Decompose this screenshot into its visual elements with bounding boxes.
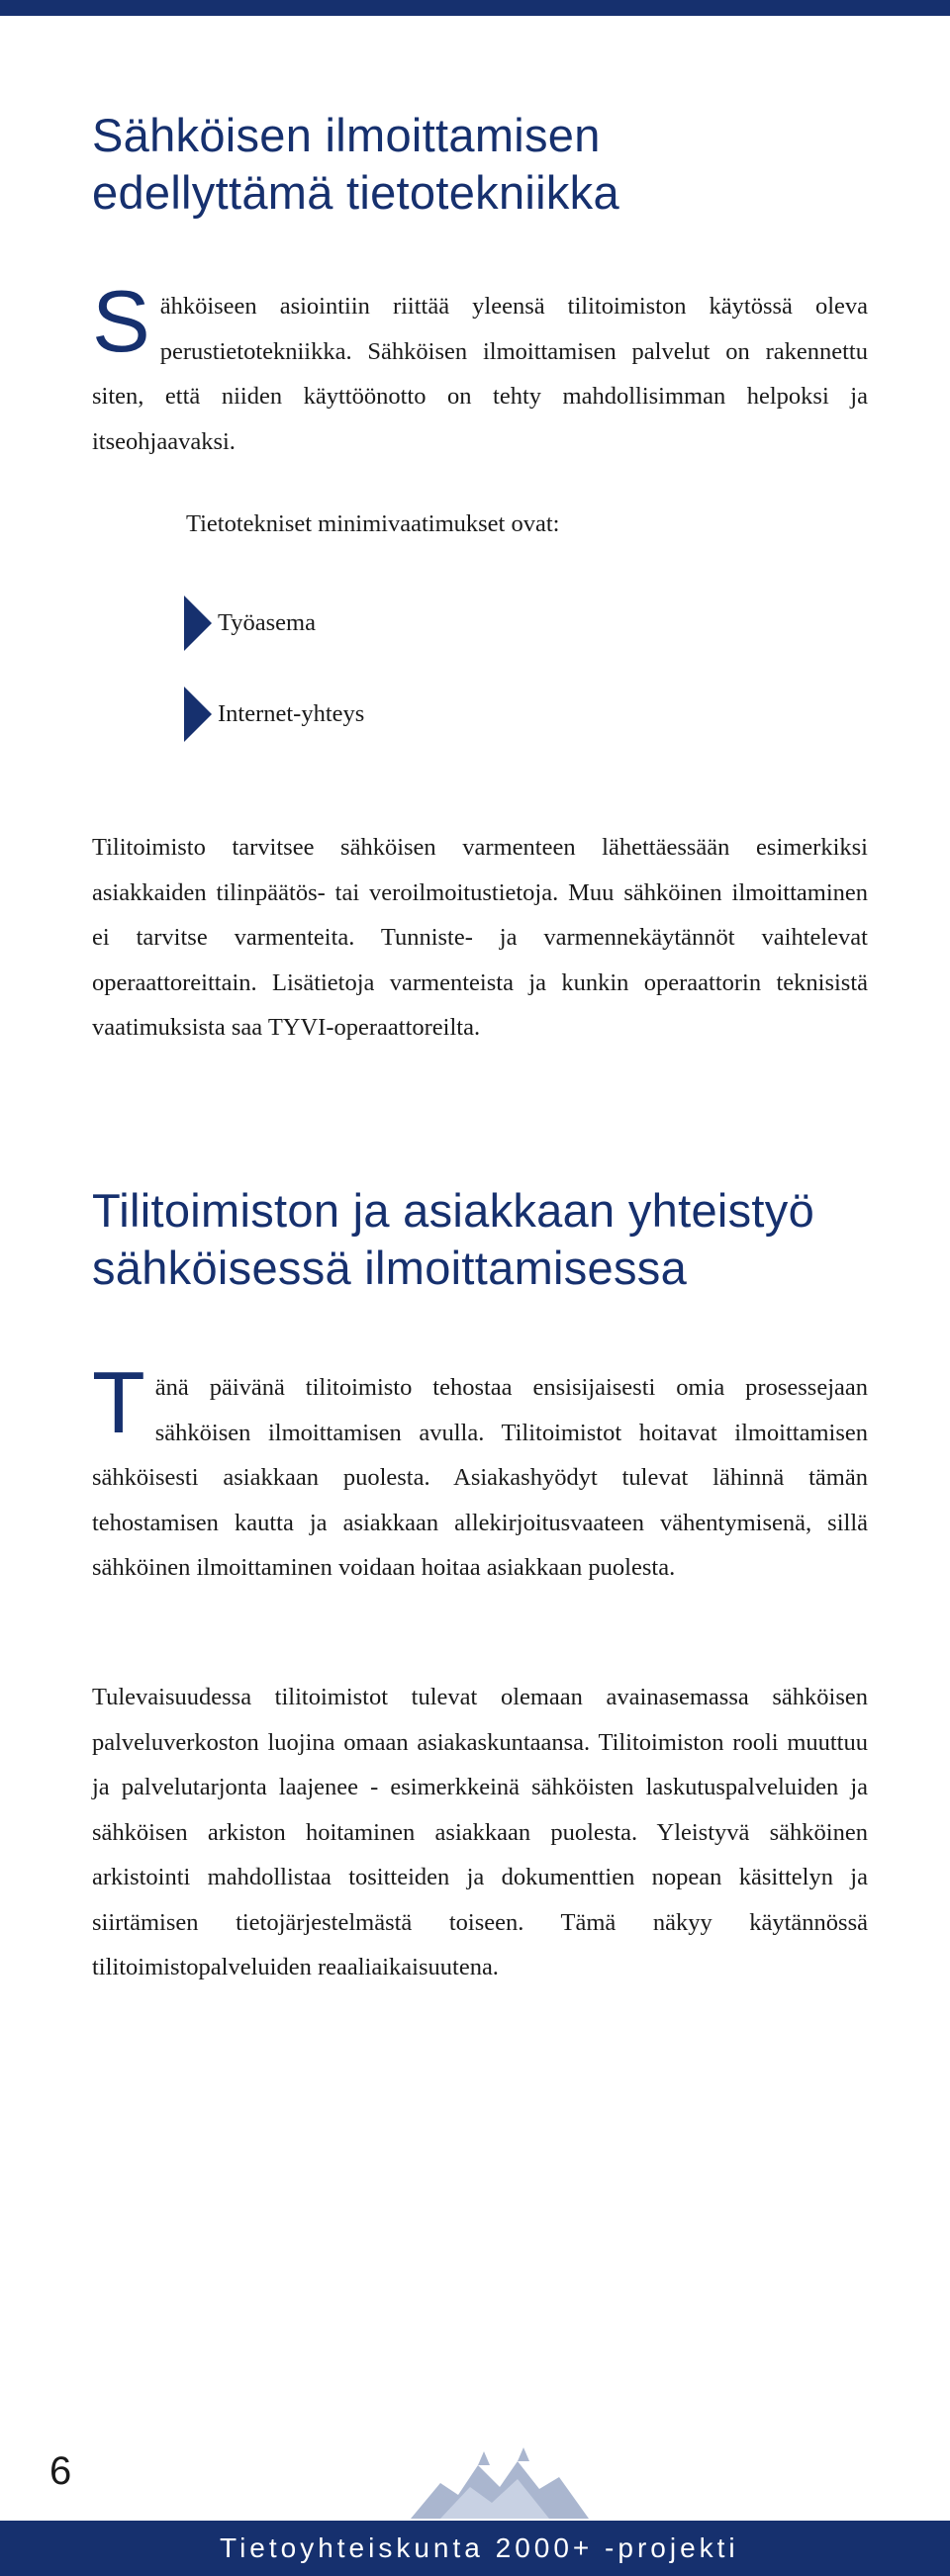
requirement-label: Työasema (218, 609, 316, 636)
top-bar (0, 0, 950, 16)
dropcap-t: T (92, 1353, 145, 1451)
section2-title (92, 1182, 814, 1297)
section1-intro-text: ähköiseen asiointiin riittää yleensä tilitoimiston käytössä oleva perustietotekniikka. Sähköisen ilmoittamisen palvelut on rakennettu siten, että niiden käyttöönotto on tehty mahdollisimman helpoksi ja itseohjaavaksi. (92, 293, 868, 455)
section1-title (92, 107, 619, 222)
section1-intro-paragraph (92, 272, 868, 464)
section2-paragraph1 (92, 1353, 868, 1591)
section1-title-line1: Sähköisen ilmoittamisen (92, 109, 601, 161)
footer-bar (0, 2521, 950, 2576)
section1-title-line2: edellyttämä tietotekniikka (92, 166, 619, 219)
requirement-label: Internet-yhteys (218, 700, 365, 727)
page-number: 6 (49, 2449, 72, 2493)
triangle-bullet-icon (184, 596, 212, 651)
section2-title-line2: sähköisessä ilmoittamisessa (92, 1242, 688, 1294)
project-name: Tietoyhteiskunta 2000+ -projekti (220, 2532, 739, 2563)
project-logo-icon (401, 2443, 599, 2523)
section2-paragraph1-text: änä päivänä tilitoimisto tehostaa ensisijaisesti omia prosessejaan sähköisen ilmoittamisen avulla. Tilitoimistot hoitavat ilmoittamisen sähköisesti asiakkaan puolesta. Asiakashyödyt tulevat lähinnä tämän tehostamisen kautta ja asiakkaan allekirjoitusvaateen vähentymisenä, sillä sähköinen ilmoittaminen voidaan hoitaa asiakkaan puolesta. (92, 1374, 868, 1581)
requirements-intro: Tietotekniset minimivaatimukset ovat: (186, 510, 560, 537)
section2-paragraph2: Tulevaisuudessa tilitoimistot tulevat olemaan avainasemassa sähköisen palveluverkoston luojina omaan asiakaskuntaansa. Tilitoimiston rooli muuttuu ja palvelutarjonta laajenee - esimerkkeinä sähköisten laskutuspalveluiden ja sähköisen arkiston hoitaminen asiakkaan puolesta. Yleistyvä sähköinen arkistointi mahdollistaa tositteiden ja dokumenttien nopean käsittelyn ja siirtämisen tietojärjestelmästä toiseen. Tämä näkyy käytännössä tilitoimistopalveluiden reaaliaikaisuutena. (92, 1684, 868, 1980)
dropcap-s: S (92, 272, 150, 370)
section2-title-line1: Tilitoimiston ja asiakkaan yhteistyö (92, 1184, 815, 1237)
requirement-item (184, 687, 364, 742)
section1-paragraph2: Tilitoimisto tarvitsee sähköisen varmenteen lähettäessään esimerkiksi asiakkaiden tilinpäätös- tai veroilmoitustietoja. Muu sähköinen ilmoittaminen ei tarvitse varmenteita. Tunniste- ja varmennekäytännöt vaihtelevat operaattoreittain. Lisätietoja varmenteista ja kunkin operaattorin teknisistä vaatimuksista saa TYVI-operaattoreilta. (92, 834, 868, 1041)
triangle-bullet-icon (184, 687, 212, 742)
requirement-item (184, 596, 316, 651)
